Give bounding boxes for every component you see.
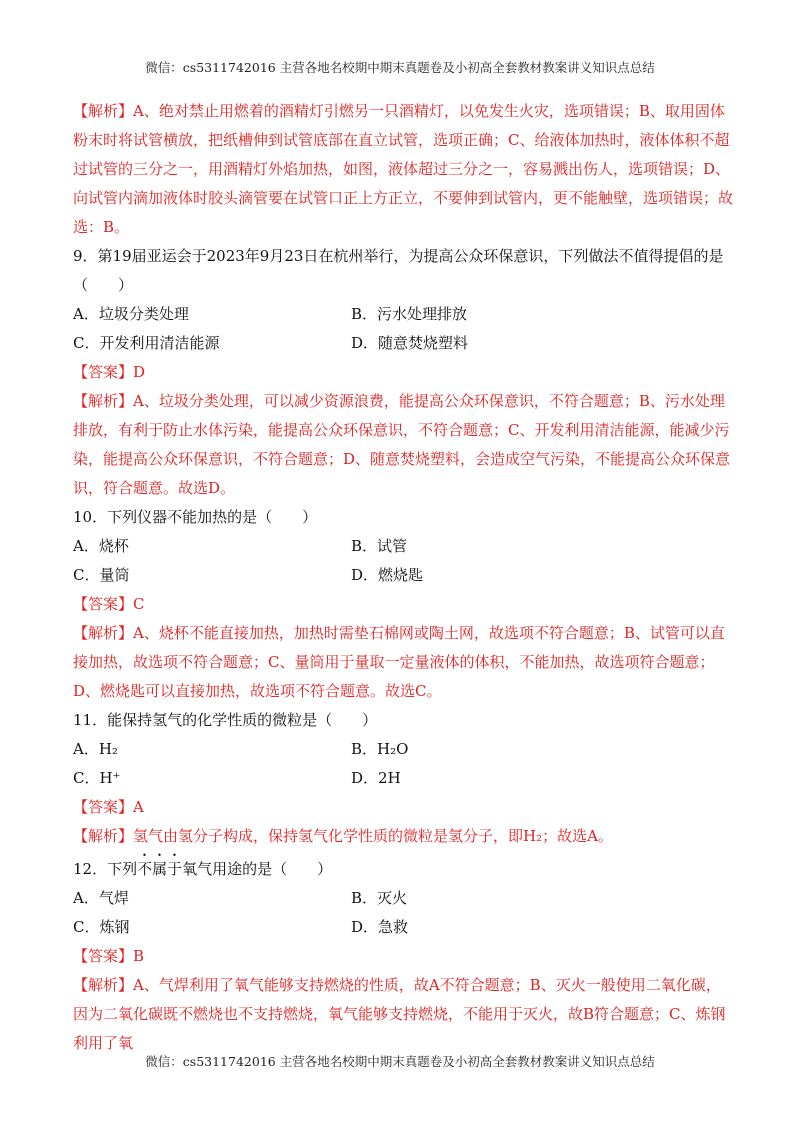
- option-grid: [73, 884, 733, 942]
- previous-analysis: [73, 97, 733, 242]
- option-c: C．开发利用清洁能源: [73, 334, 220, 352]
- emphasis-dotted-text: 不属于: [137, 860, 183, 878]
- answer-value: D: [133, 363, 146, 381]
- analysis-paragraph: [73, 822, 733, 851]
- analysis-text: A、绝对禁止用燃着的酒精灯引燃另一只酒精灯，以免发生火灾，选项错误；B、取用固体粉末时将试管横放，把纸槽伸到试管底部在直立试管，选项正确；C、给液体加热时，液体体积不超过试管的三分之一，用酒精灯外焰加热，如图，液体超过三分之一，容易溅出伤人，选项错误；D、向试管内滴加液体时胶头滴管要在试管口正上方正立，不要伸到试管内，更不能触壁，选项错误；故选：B。: [73, 102, 734, 236]
- analysis-text: A、垃圾分类处理，可以减少资源浪费，能提高公众环保意识，不符合题意；B、污水处理排放，有利于防止水体污染，能提高公众环保意识，不符合题意；C、开发利用清洁能源，能减少污染，能提高公众环保意识，不符合题意；D、随意焚烧塑料，会造成空气污染，不能提高公众环保意识，符合题意。故选D。: [73, 392, 731, 497]
- document-body: [73, 97, 733, 1058]
- option-c: C．炼钢: [73, 918, 130, 936]
- answer-label: 【答案】: [73, 798, 134, 816]
- analysis-label: 【解析】: [73, 624, 134, 642]
- question-stem: 10．下列仪器不能加热的是（ ）: [73, 508, 318, 526]
- answer-value: B: [133, 947, 145, 965]
- question-stem: [73, 851, 733, 884]
- answer-label: 【答案】: [73, 363, 134, 381]
- question-stem: 9．第19届亚运会于2023年9月23日在杭州举行，为提高公众环保意识，下列做法不值得提倡的是（ ）: [73, 247, 724, 294]
- option-grid: [73, 532, 733, 590]
- analysis-text: 氢气由氢分子构成，保持氢气化学性质的微粒是氢分子，即H₂；故选A。: [133, 827, 613, 845]
- analysis-label: 【解析】: [73, 102, 134, 120]
- option-c: C．H⁺: [73, 769, 121, 787]
- option-d: D．急救: [351, 918, 409, 936]
- answer-value: C: [133, 595, 145, 613]
- page-header: 微信：cs5311742016 主营各地名校期中期末真题卷及小初高全套教材教案讲义知识点总结: [145, 60, 655, 75]
- analysis-paragraph: [73, 971, 733, 1058]
- answer-label: 【答案】: [73, 595, 134, 613]
- option-b: B．污水处理排放: [351, 305, 468, 323]
- option-b: B．灭火: [351, 889, 408, 907]
- option-d: D．随意焚烧塑料: [351, 334, 469, 352]
- answer-line: [73, 358, 733, 387]
- analysis-label: 【解析】: [73, 392, 134, 410]
- option-grid: [73, 300, 733, 358]
- answer-line: [73, 942, 733, 971]
- option-a: A．垃圾分类处理: [73, 305, 189, 323]
- option-c: C．量筒: [73, 566, 130, 584]
- option-d: D．2H: [351, 769, 401, 787]
- option-a: A．烧杯: [73, 537, 129, 555]
- analysis-label: 【解析】: [73, 827, 134, 845]
- stem-suffix: 氧气用途的是（ ）: [182, 860, 333, 878]
- analysis-paragraph: [73, 619, 733, 706]
- analysis-paragraph: [73, 387, 733, 503]
- answer-label: 【答案】: [73, 947, 134, 965]
- stem-prefix: 12．下列: [73, 860, 138, 878]
- answer-line: [73, 590, 733, 619]
- answer-value: A: [133, 798, 144, 816]
- option-a: A．H₂: [73, 740, 118, 758]
- analysis-label: 【解析】: [73, 976, 134, 994]
- option-grid: [73, 735, 733, 793]
- question-stem: 11．能保持氢气的化学性质的微粒是（ ）: [73, 711, 378, 729]
- option-d: D．燃烧匙: [351, 566, 424, 584]
- option-b: B．试管: [351, 537, 408, 555]
- page-footer: 微信：cs5311742016 主营各地名校期中期末真题卷及小初高全套教材教案讲义知识点总结: [145, 1054, 655, 1069]
- option-a: A．气焊: [73, 889, 129, 907]
- analysis-text: A、气焊利用了氧气能够支持燃烧的性质，故A不符合题意；B、灭火一般使用二氧化碳，因为二氧化碳既不燃烧也不支持燃烧，氧气能够支持燃烧，不能用于灭火，故B符合题意；C、炼钢利用了氧: [73, 976, 726, 1052]
- option-b: B．H₂O: [351, 740, 409, 758]
- answer-line: [73, 793, 733, 822]
- analysis-text: A、烧杯不能直接加热，加热时需垫石棉网或陶土网，故选项不符合题意；B、试管可以直接加热，故选项不符合题意；C、量筒用于量取一定量液体的体积，不能加热，故选项符合题意；D、燃烧匙可以直接加热，故选项不符合题意。故选C。: [73, 624, 725, 700]
